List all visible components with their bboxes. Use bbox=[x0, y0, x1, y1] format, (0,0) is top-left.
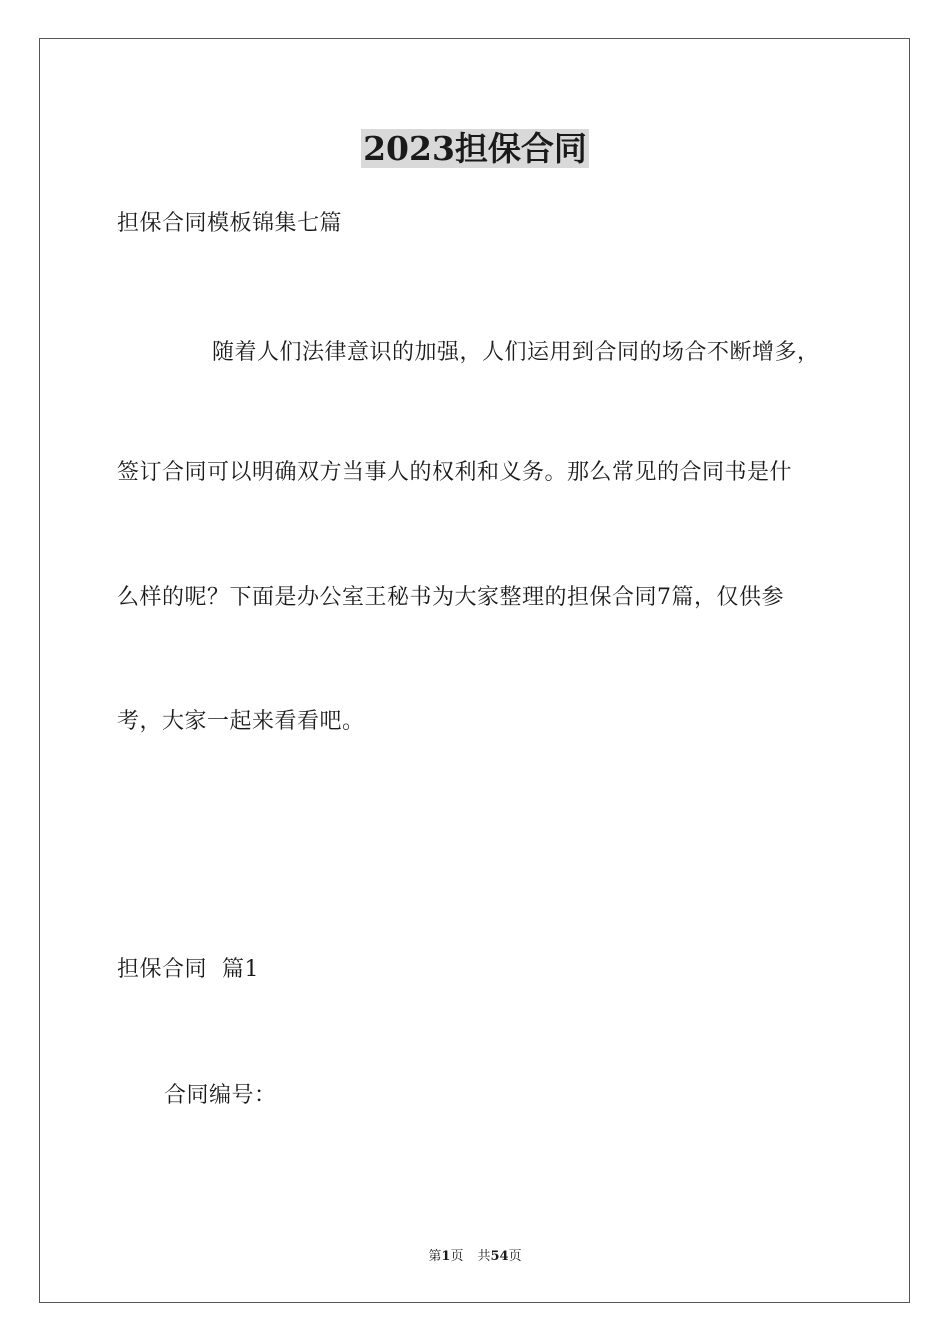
footer-page-suffix: 页 bbox=[450, 1249, 464, 1264]
footer-total-suffix: 页 bbox=[508, 1249, 522, 1264]
footer-total-prefix: 共 bbox=[477, 1249, 491, 1264]
document-title bbox=[0, 124, 950, 174]
section-heading: 担保合同 篇1 bbox=[117, 957, 259, 982]
intro-paragraph-line-2: 签订合同可以明确双方当事人的权利和义务。那么常见的合同书是什 bbox=[117, 460, 793, 485]
intro-paragraph-line-1: 随着人们法律意识的加强，人们运用到合同的场合不断增多， bbox=[212, 340, 820, 365]
page-footer bbox=[0, 1247, 950, 1267]
intro-paragraph-line-3: 么样的呢？下面是办公室王秘书为大家整理的担保合同7篇，仅供参 bbox=[117, 585, 784, 610]
footer-page-number: 1 bbox=[441, 1249, 451, 1264]
contract-number-label: 合同编号： bbox=[164, 1083, 277, 1108]
intro-paragraph-line-4: 考，大家一起来看看吧。 bbox=[117, 709, 365, 734]
document-subtitle: 担保合同模板锦集七篇 bbox=[117, 211, 343, 236]
footer-total-pages: 54 bbox=[490, 1249, 509, 1264]
footer-page-prefix: 第 bbox=[428, 1249, 442, 1264]
document-title-text: 2023担保合同 bbox=[363, 129, 587, 168]
